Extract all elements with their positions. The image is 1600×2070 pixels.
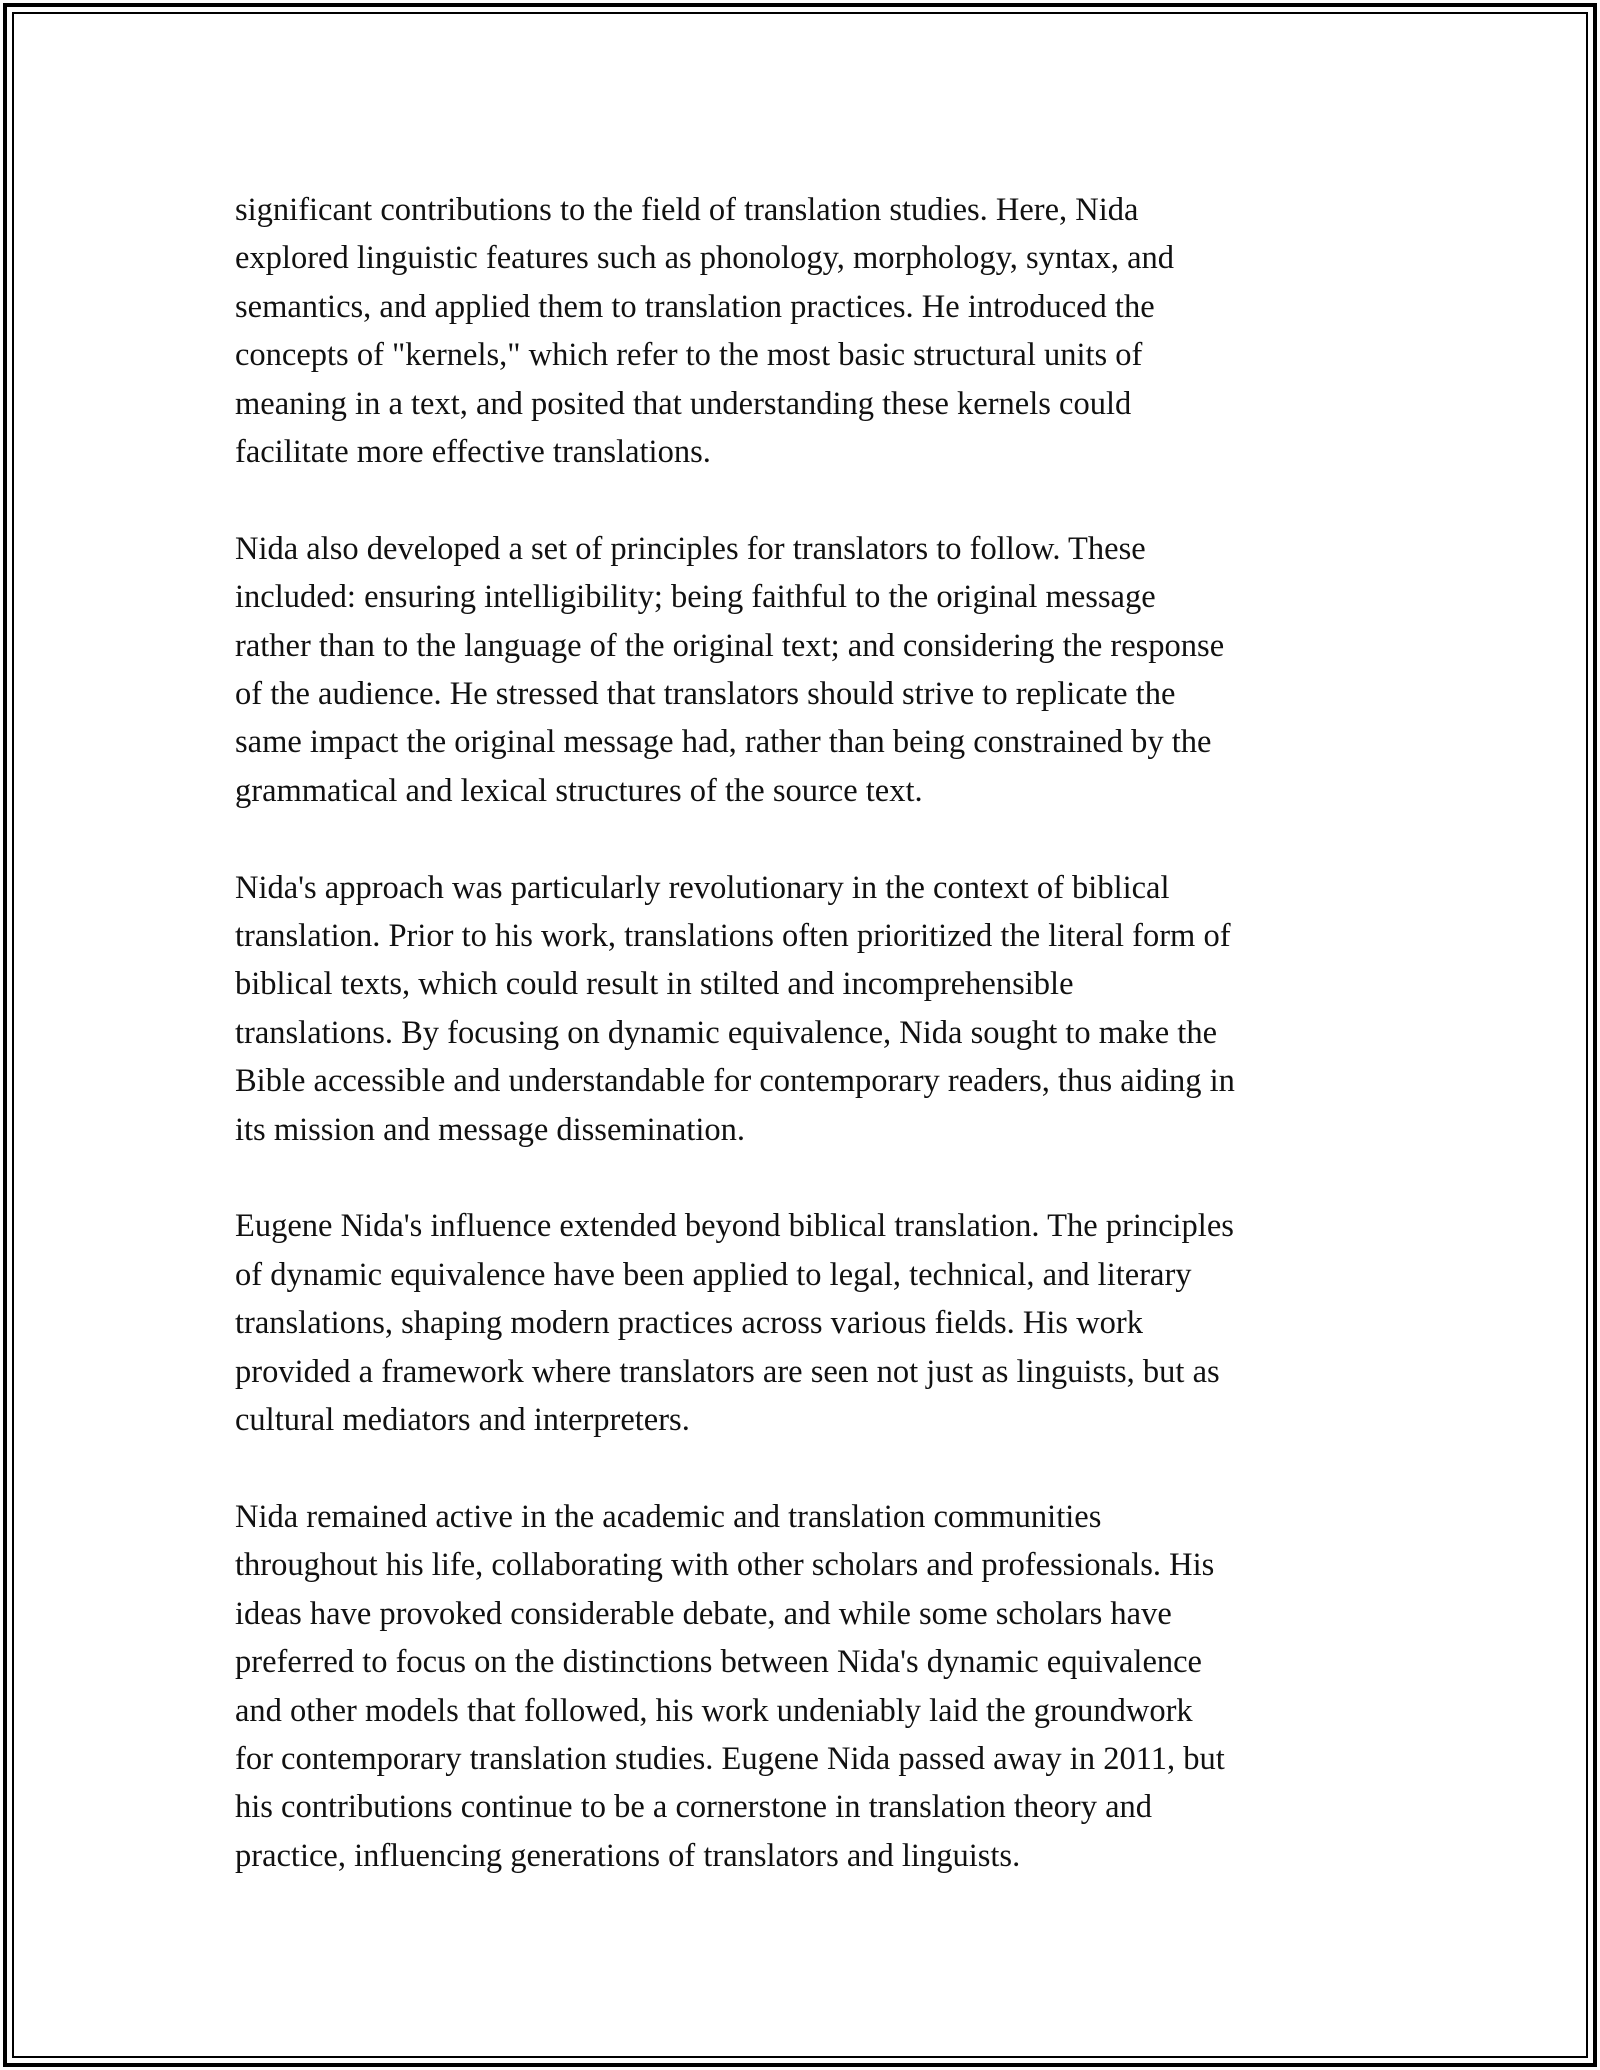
- paragraph-kernels: significant contributions to the field of translation studies. Here, Nida explored linguistic features such as phonology, morphology, syntax, and semantics, and applied them to translation practices. He introduced the concepts of "kernels," which refer to the most basic structural units of meaning in a text, and posited that understanding these kernels could facilitate more effective translations.: [235, 192, 1175, 471]
- paragraph-influence: Eugene Nida's influence extended beyond biblical translation. The principles of dynamic equivalence have been applied to legal, technical, and literary translations, shaping modern practices across various fields. His work provided a framework where translators are seen not just as linguists, but as cultural mediators and interpreters.: [235, 1208, 1234, 1439]
- paragraph-legacy: Nida remained active in the academic and translation communities throughout his life, collaborating with other scholars and professionals. His ideas have provoked considerable debate, and while some scholars have preferred to focus on the distinctions between Nida's dynamic equivalence and other models that followed, his work undeniably laid the groundwork for contemporary translation studies. Eugene Nida passed away in 2011, but his contributions continue to be a cornerstone in translation theory and practice, influencing generations of translators and linguists.: [235, 1498, 1225, 1874]
- paragraph-principles: Nida also developed a set of principles for translators to follow. These included: ensuring intelligibility; being faithful to the original message rather than to the language of the original text; and considering the response of the audience. He stressed that translators should strive to replicate the same impact the original message had, rather than being constrained by the grammatical and lexical structures of the source text.: [235, 530, 1225, 809]
- paragraph-biblical-translation: Nida's approach was particularly revolutionary in the context of biblical translation. Prior to his work, translations often prioritized the literal form of biblical texts, which could result in stilted and incomprehensible translations. By focusing on dynamic equivalence, Nida sought to make the Bible accessible and understandable for contemporary readers, thus aiding in its mission and message dissemination.: [235, 869, 1235, 1148]
- document-body: [235, 186, 1375, 1880]
